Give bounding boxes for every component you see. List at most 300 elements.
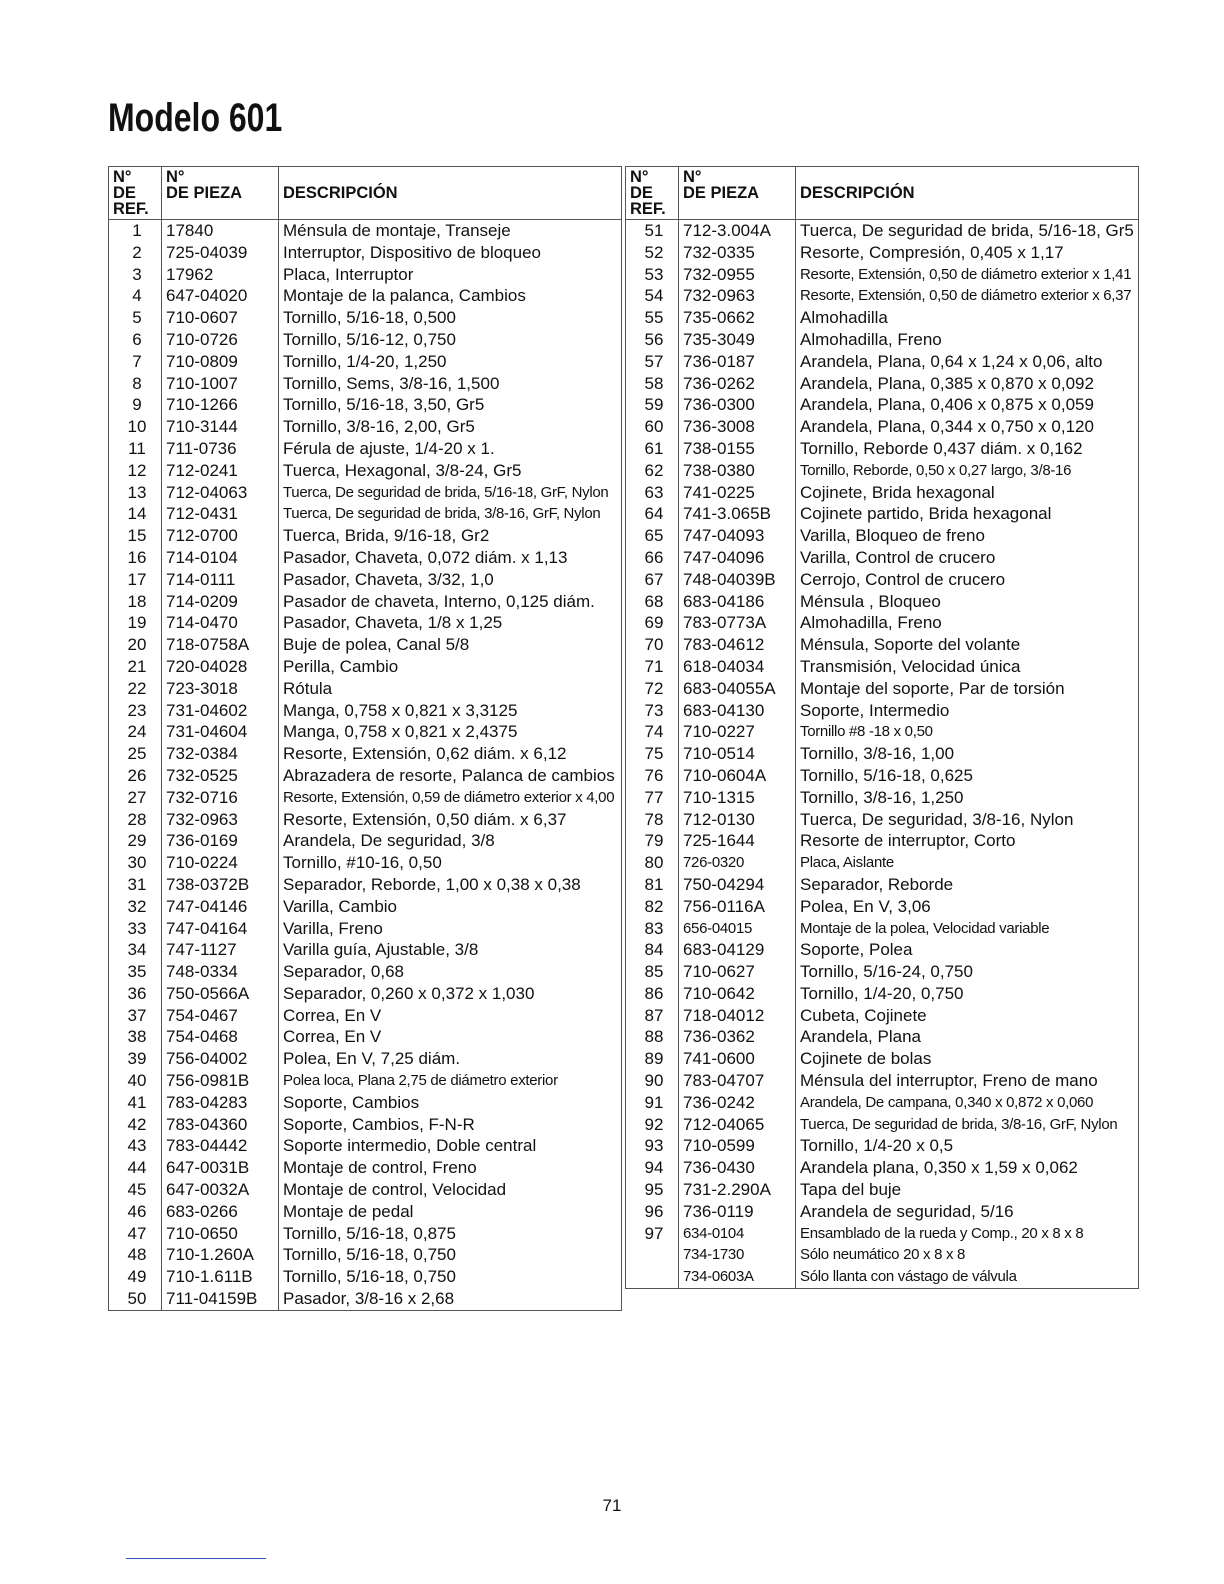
part-number-cell: 712-0700 — [162, 525, 279, 547]
part-number-cell: 734-0603A — [679, 1266, 796, 1288]
ref-cell: 51 — [626, 220, 679, 242]
table-row — [109, 351, 622, 373]
part-number-cell: 714-0470 — [162, 612, 279, 634]
ref-cell: 66 — [626, 547, 679, 569]
description-cell: Ménsula , Bloqueo — [796, 591, 1139, 613]
description-cell: Manga, 0,758 x 0,821 x 2,4375 — [279, 721, 622, 743]
part-number-cell: 736-3008 — [679, 416, 796, 438]
header-part-line2: DE PIEZA — [683, 184, 760, 202]
part-number-cell: 725-04039 — [162, 242, 279, 264]
table-row — [109, 809, 622, 831]
header-ref — [109, 167, 162, 220]
ref-cell: 61 — [626, 438, 679, 460]
table-row — [109, 482, 622, 504]
ref-cell: 47 — [109, 1223, 162, 1245]
description-cell: Resorte, Compresión, 0,405 x 1,17 — [796, 242, 1139, 264]
ref-cell: 5 — [109, 307, 162, 329]
table-row — [626, 961, 1139, 983]
ref-cell: 54 — [626, 285, 679, 307]
table-row — [626, 852, 1139, 874]
description-cell: Resorte, Extensión, 0,50 de diámetro exterior x 1,41 — [796, 264, 1139, 286]
parts-table-right-body — [626, 220, 1139, 1289]
header-ref-line1: N° — [113, 168, 132, 186]
header-part — [162, 167, 279, 220]
ref-cell: 97 — [626, 1223, 679, 1245]
ref-cell: 40 — [109, 1070, 162, 1092]
description-cell: Férula de ajuste, 1/4-20 x 1. — [279, 438, 622, 460]
table-row — [109, 460, 622, 482]
table-row — [109, 1005, 622, 1027]
ref-cell: 96 — [626, 1201, 679, 1223]
part-number-cell: 732-0963 — [679, 285, 796, 307]
table-row — [626, 460, 1139, 482]
ref-cell: 84 — [626, 939, 679, 961]
description-cell: Varilla, Cambio — [279, 896, 622, 918]
description-cell: Arandela, Plana, 0,64 x 1,24 x 0,06, alto — [796, 351, 1139, 373]
table-row — [626, 939, 1139, 961]
part-number-cell: 710-3144 — [162, 416, 279, 438]
part-number-cell: 683-04129 — [679, 939, 796, 961]
part-number-cell: 783-04612 — [679, 634, 796, 656]
ref-cell: 38 — [109, 1026, 162, 1048]
part-number-cell: 736-0242 — [679, 1092, 796, 1114]
part-number-cell: 710-0607 — [162, 307, 279, 329]
ref-cell: 60 — [626, 416, 679, 438]
table-row — [626, 678, 1139, 700]
part-number-cell: 710-0627 — [679, 961, 796, 983]
table-row — [626, 983, 1139, 1005]
page-title: Modelo 601 — [108, 96, 283, 140]
table-row — [109, 1157, 622, 1179]
header-ref-line3: REF. — [113, 200, 149, 218]
part-number-cell: 712-0130 — [679, 809, 796, 831]
part-number-cell: 736-0187 — [679, 351, 796, 373]
description-cell: Arandela, De campana, 0,340 x 0,872 x 0,060 — [796, 1092, 1139, 1114]
part-number-cell: 683-04055A — [679, 678, 796, 700]
table-row — [109, 656, 622, 678]
table-row — [109, 612, 622, 634]
description-cell: Cojinete partido, Brida hexagonal — [796, 503, 1139, 525]
description-cell: Correa, En V — [279, 1005, 622, 1027]
part-number-cell: 747-04164 — [162, 918, 279, 940]
ref-cell: 74 — [626, 721, 679, 743]
part-number-cell: 747-04146 — [162, 896, 279, 918]
header-ref-line2: DE — [113, 184, 136, 202]
header-description: DESCRIPCIÓN — [279, 167, 622, 220]
table-row — [109, 329, 622, 351]
ref-cell: 33 — [109, 918, 162, 940]
table-row — [109, 1070, 622, 1092]
description-cell: Tuerca, De seguridad de brida, 5/16-18, GrF, Nylon — [279, 482, 622, 504]
description-cell: Tornillo, Reborde, 0,50 x 0,27 largo, 3/8-16 — [796, 460, 1139, 482]
part-number-cell: 735-0662 — [679, 307, 796, 329]
table-row — [626, 896, 1139, 918]
ref-cell: 83 — [626, 918, 679, 940]
ref-cell: 68 — [626, 591, 679, 613]
part-number-cell: 712-04063 — [162, 482, 279, 504]
ref-cell: 79 — [626, 830, 679, 852]
ref-cell: 14 — [109, 503, 162, 525]
part-number-cell: 710-1315 — [679, 787, 796, 809]
table-row — [109, 285, 622, 307]
ref-cell: 59 — [626, 394, 679, 416]
ref-cell: 73 — [626, 700, 679, 722]
part-number-cell: 711-04159B — [162, 1288, 279, 1310]
part-number-cell: 754-0467 — [162, 1005, 279, 1027]
ref-cell: 90 — [626, 1070, 679, 1092]
ref-cell: 57 — [626, 351, 679, 373]
description-cell: Tornillo, Reborde 0,437 diám. x 0,162 — [796, 438, 1139, 460]
description-cell: Tornillo, 5/16-12, 0,750 — [279, 329, 622, 351]
part-number-cell: 732-0716 — [162, 787, 279, 809]
ref-cell: 6 — [109, 329, 162, 351]
part-number-cell: 683-0266 — [162, 1201, 279, 1223]
description-cell: Almohadilla, Freno — [796, 329, 1139, 351]
part-number-cell: 714-0209 — [162, 591, 279, 613]
description-cell: Pasador de chaveta, Interno, 0,125 diám. — [279, 591, 622, 613]
ref-cell: 34 — [109, 939, 162, 961]
header-ref-line2: DE — [630, 184, 653, 202]
ref-cell: 43 — [109, 1135, 162, 1157]
ref-cell: 80 — [626, 852, 679, 874]
description-cell: Varilla, Bloqueo de freno — [796, 525, 1139, 547]
description-cell: Interruptor, Dispositivo de bloqueo — [279, 242, 622, 264]
description-cell: Arandela, Plana, 0,385 x 0,870 x 0,092 — [796, 373, 1139, 395]
description-cell: Arandela, Plana, 0,344 x 0,750 x 0,120 — [796, 416, 1139, 438]
description-cell: Pasador, Chaveta, 3/32, 1,0 — [279, 569, 622, 591]
part-number-cell: 634-0104 — [679, 1223, 796, 1245]
table-row — [626, 1048, 1139, 1070]
ref-cell: 23 — [109, 700, 162, 722]
description-cell: Montaje de pedal — [279, 1201, 622, 1223]
ref-cell: 95 — [626, 1179, 679, 1201]
description-cell: Sólo llanta con vástago de válvula — [796, 1266, 1139, 1288]
part-number-cell: 718-0758A — [162, 634, 279, 656]
table-row — [109, 961, 622, 983]
description-cell: Cubeta, Cojinete — [796, 1005, 1139, 1027]
description-cell: Tuerca, De seguridad de brida, 3/8-16, GrF, Nylon — [796, 1114, 1139, 1136]
part-number-cell: 710-1.611B — [162, 1266, 279, 1288]
part-number-cell: 736-0119 — [679, 1201, 796, 1223]
ref-cell: 31 — [109, 874, 162, 896]
part-number-cell: 726-0320 — [679, 852, 796, 874]
table-row — [109, 1048, 622, 1070]
description-cell: Tapa del buje — [796, 1179, 1139, 1201]
table-row — [626, 721, 1139, 743]
ref-cell: 3 — [109, 264, 162, 286]
part-number-cell: 618-04034 — [679, 656, 796, 678]
part-number-cell: 723-3018 — [162, 678, 279, 700]
description-cell: Separador, Reborde — [796, 874, 1139, 896]
part-number-cell: 735-3049 — [679, 329, 796, 351]
description-cell: Tornillo, 1/4-20 x 0,5 — [796, 1135, 1139, 1157]
ref-cell: 41 — [109, 1092, 162, 1114]
table-row — [109, 830, 622, 852]
table-row — [109, 1201, 622, 1223]
ref-cell: 52 — [626, 242, 679, 264]
part-number-cell: 647-0032A — [162, 1179, 279, 1201]
parts-table-left-body — [109, 220, 622, 1311]
table-row — [109, 547, 622, 569]
description-cell: Almohadilla — [796, 307, 1139, 329]
description-cell: Polea, En V, 3,06 — [796, 896, 1139, 918]
part-number-cell: 17840 — [162, 220, 279, 242]
table-row — [109, 765, 622, 787]
part-number-cell: 738-0155 — [679, 438, 796, 460]
table-row — [626, 1070, 1139, 1092]
table-row — [626, 765, 1139, 787]
table-row — [626, 1244, 1139, 1266]
description-cell: Pasador, Chaveta, 1/8 x 1,25 — [279, 612, 622, 634]
table-row — [626, 1157, 1139, 1179]
ref-cell: 1 — [109, 220, 162, 242]
ref-cell: 30 — [109, 852, 162, 874]
table-row — [626, 438, 1139, 460]
description-cell: Tornillo, 3/8-16, 1,00 — [796, 743, 1139, 765]
ref-cell: 10 — [109, 416, 162, 438]
part-number-cell: 756-04002 — [162, 1048, 279, 1070]
ref-cell: 81 — [626, 874, 679, 896]
table-row — [626, 787, 1139, 809]
ref-cell: 19 — [109, 612, 162, 634]
description-cell: Montaje de la polea, Velocidad variable — [796, 918, 1139, 940]
part-number-cell: 683-04186 — [679, 591, 796, 613]
table-row — [109, 874, 622, 896]
table-row — [626, 1201, 1139, 1223]
table-row — [626, 743, 1139, 765]
part-number-cell: 783-0773A — [679, 612, 796, 634]
description-cell: Arandela, De seguridad, 3/8 — [279, 830, 622, 852]
table-row — [109, 220, 622, 242]
ref-cell: 39 — [109, 1048, 162, 1070]
table-row — [109, 416, 622, 438]
table-row — [109, 700, 622, 722]
description-cell: Rótula — [279, 678, 622, 700]
description-cell: Polea, En V, 7,25 diám. — [279, 1048, 622, 1070]
description-cell: Tornillo #8 -18 x 0,50 — [796, 721, 1139, 743]
part-number-cell: 750-04294 — [679, 874, 796, 896]
description-cell: Resorte, Extensión, 0,50 de diámetro exterior x 6,37 — [796, 285, 1139, 307]
part-number-cell: 748-0334 — [162, 961, 279, 983]
header-part — [679, 167, 796, 220]
table-row — [626, 416, 1139, 438]
ref-cell: 8 — [109, 373, 162, 395]
description-cell: Tuerca, Hexagonal, 3/8-24, Gr5 — [279, 460, 622, 482]
table-row — [626, 1026, 1139, 1048]
ref-cell: 82 — [626, 896, 679, 918]
description-cell: Tuerca, De seguridad, 3/8-16, Nylon — [796, 809, 1139, 831]
table-row — [109, 939, 622, 961]
ref-cell: 92 — [626, 1114, 679, 1136]
description-cell: Soporte intermedio, Doble central — [279, 1135, 622, 1157]
table-row — [109, 1092, 622, 1114]
description-cell: Montaje de la palanca, Cambios — [279, 285, 622, 307]
ref-cell: 49 — [109, 1266, 162, 1288]
part-number-cell: 783-04707 — [679, 1070, 796, 1092]
ref-cell: 62 — [626, 460, 679, 482]
table-row — [626, 482, 1139, 504]
part-number-cell: 710-0604A — [679, 765, 796, 787]
part-number-cell: 712-0431 — [162, 503, 279, 525]
parts-table-left — [108, 166, 622, 1311]
header-part-line1: N° — [683, 168, 702, 186]
table-row — [109, 1266, 622, 1288]
table-row — [109, 678, 622, 700]
part-number-cell: 714-0111 — [162, 569, 279, 591]
description-cell: Resorte de interruptor, Corto — [796, 830, 1139, 852]
table-row — [109, 1223, 622, 1245]
table-row — [626, 809, 1139, 831]
table-row — [626, 1223, 1139, 1245]
table-row — [109, 787, 622, 809]
table-row — [109, 525, 622, 547]
table-header-row — [626, 167, 1139, 220]
ref-cell: 45 — [109, 1179, 162, 1201]
part-number-cell: 712-3.004A — [679, 220, 796, 242]
description-cell: Arandela, Plana, 0,406 x 0,875 x 0,059 — [796, 394, 1139, 416]
ref-cell: 94 — [626, 1157, 679, 1179]
description-cell: Tornillo, 5/16-18, 0,750 — [279, 1266, 622, 1288]
description-cell: Tornillo, 1/4-20, 0,750 — [796, 983, 1139, 1005]
ref-cell: 20 — [109, 634, 162, 656]
description-cell: Abrazadera de resorte, Palanca de cambios — [279, 765, 622, 787]
description-cell: Resorte, Extensión, 0,50 diám. x 6,37 — [279, 809, 622, 831]
table-row — [626, 569, 1139, 591]
description-cell: Soporte, Cambios — [279, 1092, 622, 1114]
table-row — [109, 1135, 622, 1157]
table-row — [626, 329, 1139, 351]
ref-cell: 36 — [109, 983, 162, 1005]
ref-cell: 21 — [109, 656, 162, 678]
part-number-cell: 750-0566A — [162, 983, 279, 1005]
table-row — [626, 285, 1139, 307]
part-number-cell: 720-04028 — [162, 656, 279, 678]
part-number-cell: 712-0241 — [162, 460, 279, 482]
description-cell: Resorte, Extensión, 0,62 diám. x 6,12 — [279, 743, 622, 765]
description-cell: Correa, En V — [279, 1026, 622, 1048]
description-cell: Tornillo, 5/16-18, 0,625 — [796, 765, 1139, 787]
ref-cell: 50 — [109, 1288, 162, 1310]
part-number-cell: 736-0169 — [162, 830, 279, 852]
description-cell: Ménsula de montaje, Transeje — [279, 220, 622, 242]
table-row — [109, 373, 622, 395]
part-number-cell: 748-04039B — [679, 569, 796, 591]
ref-cell: 65 — [626, 525, 679, 547]
table-row — [109, 1114, 622, 1136]
ref-cell: 13 — [109, 482, 162, 504]
ref-cell: 76 — [626, 765, 679, 787]
table-row — [626, 220, 1139, 242]
ref-cell: 77 — [626, 787, 679, 809]
description-cell: Separador, 0,68 — [279, 961, 622, 983]
description-cell: Arandela plana, 0,350 x 1,59 x 0,062 — [796, 1157, 1139, 1179]
table-row — [626, 612, 1139, 634]
ref-cell: 72 — [626, 678, 679, 700]
description-cell: Ménsula del interruptor, Freno de mano — [796, 1070, 1139, 1092]
part-number-cell: 732-0335 — [679, 242, 796, 264]
table-row — [109, 852, 622, 874]
ref-cell: 63 — [626, 482, 679, 504]
description-cell: Ménsula, Soporte del volante — [796, 634, 1139, 656]
table-row — [109, 591, 622, 613]
description-cell: Tornillo, 3/8-16, 1,250 — [796, 787, 1139, 809]
description-cell: Varilla, Freno — [279, 918, 622, 940]
part-number-cell: 725-1644 — [679, 830, 796, 852]
description-cell: Tornillo, Sems, 3/8-16, 1,500 — [279, 373, 622, 395]
table-row — [626, 591, 1139, 613]
table-row — [109, 743, 622, 765]
description-cell: Buje de polea, Canal 5/8 — [279, 634, 622, 656]
ref-cell: 88 — [626, 1026, 679, 1048]
header-part-line2: DE PIEZA — [166, 184, 243, 202]
ref-cell: 11 — [109, 438, 162, 460]
ref-cell: 17 — [109, 569, 162, 591]
table-row — [109, 503, 622, 525]
description-cell: Montaje de control, Velocidad — [279, 1179, 622, 1201]
description-cell: Transmisión, Velocidad única — [796, 656, 1139, 678]
ref-cell: 75 — [626, 743, 679, 765]
part-number-cell: 736-0362 — [679, 1026, 796, 1048]
table-row — [626, 1179, 1139, 1201]
ref-cell: 71 — [626, 656, 679, 678]
ref-cell: 27 — [109, 787, 162, 809]
part-number-cell: 732-0525 — [162, 765, 279, 787]
header-part-line1: N° — [166, 168, 185, 186]
ref-cell: 35 — [109, 961, 162, 983]
table-row — [626, 656, 1139, 678]
ref-cell: 37 — [109, 1005, 162, 1027]
table-row — [109, 438, 622, 460]
table-row — [626, 1092, 1139, 1114]
description-cell: Manga, 0,758 x 0,821 x 3,3125 — [279, 700, 622, 722]
description-cell: Resorte, Extensión, 0,59 de diámetro exterior x 4,00 — [279, 787, 622, 809]
description-cell: Cojinete de bolas — [796, 1048, 1139, 1070]
ref-cell: 42 — [109, 1114, 162, 1136]
part-number-cell: 736-0430 — [679, 1157, 796, 1179]
part-number-cell: 656-04015 — [679, 918, 796, 940]
ref-cell: 64 — [626, 503, 679, 525]
ref-cell: 24 — [109, 721, 162, 743]
description-cell: Tornillo, 5/16-18, 3,50, Gr5 — [279, 394, 622, 416]
ref-cell: 2 — [109, 242, 162, 264]
part-number-cell: 712-04065 — [679, 1114, 796, 1136]
ref-cell: 29 — [109, 830, 162, 852]
part-number-cell: 710-0809 — [162, 351, 279, 373]
part-number-cell: 732-0955 — [679, 264, 796, 286]
ref-cell — [626, 1244, 679, 1266]
ref-cell: 32 — [109, 896, 162, 918]
part-number-cell: 17962 — [162, 264, 279, 286]
table-row — [626, 1005, 1139, 1027]
ref-cell: 78 — [626, 809, 679, 831]
description-cell: Placa, Interruptor — [279, 264, 622, 286]
part-number-cell: 732-0384 — [162, 743, 279, 765]
part-number-cell: 710-1.260A — [162, 1244, 279, 1266]
part-number-cell: 710-0599 — [679, 1135, 796, 1157]
table-row — [626, 547, 1139, 569]
description-cell: Montaje del soporte, Par de torsión — [796, 678, 1139, 700]
ref-cell: 86 — [626, 983, 679, 1005]
table-row — [626, 1114, 1139, 1136]
ref-cell: 69 — [626, 612, 679, 634]
ref-cell: 70 — [626, 634, 679, 656]
description-cell: Ensamblado de la rueda y Comp., 20 x 8 x 8 — [796, 1223, 1139, 1245]
header-ref-line3: REF. — [630, 200, 666, 218]
part-number-cell: 683-04130 — [679, 700, 796, 722]
ref-cell: 25 — [109, 743, 162, 765]
description-cell: Cojinete, Brida hexagonal — [796, 482, 1139, 504]
description-cell: Almohadilla, Freno — [796, 612, 1139, 634]
